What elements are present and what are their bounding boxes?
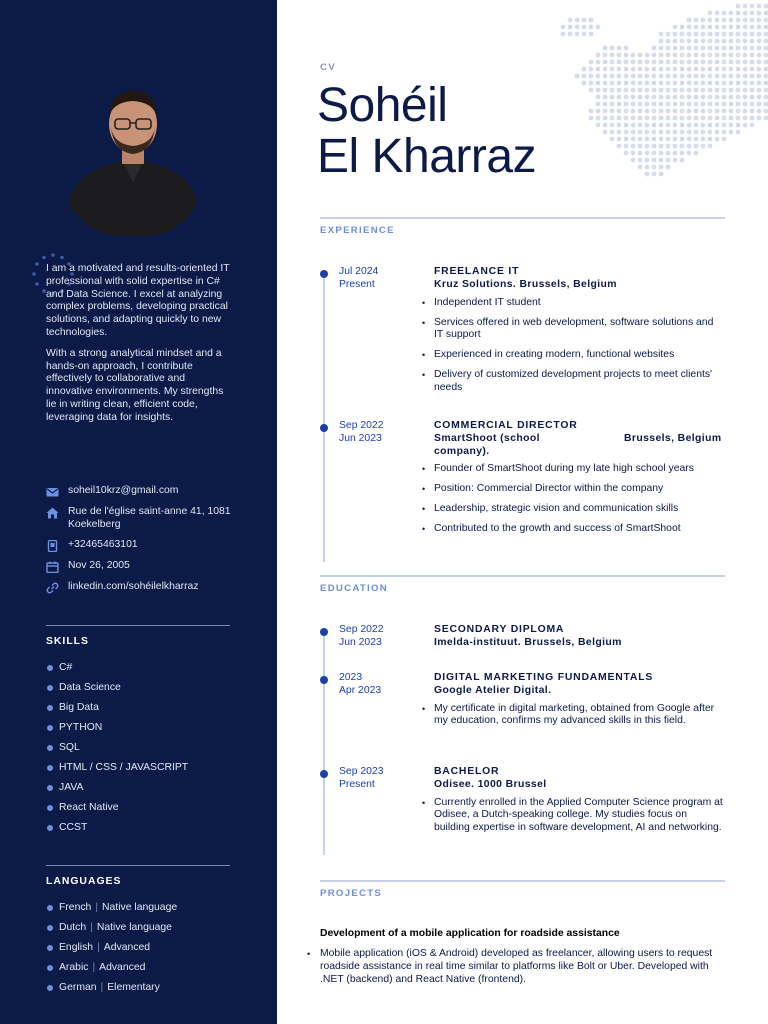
entry-content [434, 672, 724, 735]
divider [46, 625, 230, 626]
divider [320, 880, 725, 882]
project-title: Development of a mobile application for roadside assistance [320, 928, 620, 939]
contact-phone[interactable] [46, 539, 246, 552]
timeline-dot [320, 770, 328, 778]
language-name: Arabic [59, 962, 89, 973]
entry-content [434, 420, 724, 543]
skill-item: React Native [46, 801, 230, 821]
experience-heading: EXPERIENCE [320, 225, 395, 236]
profile-photo [62, 86, 204, 236]
language-level: Advanced [103, 942, 151, 953]
entry-subtitle [434, 433, 724, 459]
start-date: Sep 2022 [339, 624, 384, 635]
entry-subtitle-location: Brussels, Belgium [624, 432, 722, 444]
language-item [46, 921, 230, 941]
bullet-item: • Delivery of customized development projects to meet clients' needs [434, 369, 724, 395]
skill-item: HTML / CSS / JAVASCRIPT [46, 761, 230, 781]
entry-subtitle: Imelda-instituut. Brussels, Belgium [434, 636, 622, 648]
candidate-name [317, 80, 536, 182]
project-description: • Mobile application (iOS & Android) developed as freelancer, allowing users to request roadside assistance in real time similar to platforms like Bolt or Uber. Developed with .NET (backend) and React Native (frontend). [320, 948, 715, 986]
bullet-item: • Independent IT student [434, 297, 724, 310]
start-date: Sep 2022 [339, 420, 384, 431]
calendar-icon [46, 561, 59, 573]
world-map-decoration-icon [553, 0, 768, 185]
contact-phone-text: +32465463101 [68, 539, 138, 551]
language-name: German [59, 982, 97, 993]
contact-address [46, 506, 246, 532]
home-icon [46, 507, 59, 519]
bullet-item: • Position: Commercial Director within the company [434, 483, 724, 496]
skills-section [46, 625, 230, 841]
skill-item: SQL [46, 741, 230, 761]
timeline-dot [320, 270, 328, 278]
separator: | [92, 962, 96, 973]
projects-section-header [320, 880, 725, 899]
contact-address-text: Rue de l'église saint-anne 41, 1081 Koekelberg [68, 505, 231, 530]
entry-subtitle-company: SmartShoot (school company). [434, 432, 540, 457]
bullet-item: • Services offered in web development, software solutions and IT support [434, 317, 724, 343]
contact-email-text: soheil10krz@gmail.com [68, 485, 179, 496]
experience-timeline [323, 272, 325, 562]
entry-content [434, 624, 724, 650]
end-date: Present [339, 778, 375, 790]
entry-title: COMMERCIAL DIRECTOR [434, 420, 578, 431]
divider [320, 217, 725, 219]
entry-title: FREELANCE IT [434, 266, 520, 277]
languages-section [46, 865, 230, 1001]
skill-item: C# [46, 661, 230, 681]
last-name: El Kharraz [317, 130, 537, 183]
contact-list [46, 485, 246, 602]
entry-dates [339, 766, 429, 792]
entry-title: SECONDARY DIPLOMA [434, 624, 565, 635]
cv-label: CV [320, 62, 337, 73]
skills-list [46, 661, 230, 841]
separator: | [97, 942, 100, 953]
skill-item: JAVA [46, 781, 230, 801]
languages-heading: LANGUAGES [46, 876, 122, 887]
language-item [46, 981, 230, 1001]
language-level: Native language [102, 902, 178, 913]
end-date: Jun 2023 [339, 432, 382, 444]
language-item [46, 961, 230, 981]
entry-content [434, 766, 724, 842]
summary-paragraph: With a strong analytical mindset and a hands-on approach, I contribute effectively to collaborative and innovative environments. My strengths lie in writing clean, efficient code, leveraging data for insights. [46, 347, 224, 423]
contact-birthdate-text: Nov 26, 2005 [68, 560, 130, 572]
envelope-icon [46, 486, 59, 498]
entry-dates [339, 266, 429, 292]
sidebar [0, 0, 277, 1024]
contact-birthdate [46, 560, 246, 573]
education-timeline [323, 630, 325, 855]
projects-heading: PROJECTS [320, 888, 383, 899]
separator: | [95, 902, 99, 913]
entry-subtitle: Odisee. 1000 Brussel [434, 778, 547, 790]
entry-content [434, 266, 724, 402]
contact-linkedin[interactable] [46, 581, 246, 594]
phone-icon [46, 540, 59, 552]
divider [46, 865, 230, 866]
language-level: Advanced [99, 962, 146, 973]
education-heading: EDUCATION [320, 583, 389, 594]
entry-subtitle: Kruz Solutions. Brussels, Belgium [434, 278, 617, 290]
skill-item: CCST [46, 821, 230, 841]
end-date: Present [339, 278, 375, 290]
end-date: Jun 2023 [339, 636, 382, 648]
timeline-dot [320, 676, 328, 684]
bullet-item: • Experienced in creating modern, functional websites [434, 349, 724, 362]
language-item [46, 901, 230, 921]
timeline-dot [320, 424, 328, 432]
entry-bullets [434, 703, 724, 729]
main-content [277, 0, 768, 1024]
bullet-item: • Leadership, strategic vision and communication skills [434, 503, 724, 516]
skills-heading: SKILLS [46, 636, 89, 647]
bullet-item: • Contributed to the growth and success of SmartShoot [434, 523, 724, 536]
entry-title: BACHELOR [434, 766, 500, 777]
bullet-item: • Currently enrolled in the Applied Computer Science program at Odisee, a Dutch-speaking college. My studies focus on building expertise in software development, AI and networking. [434, 797, 724, 835]
skill-item: Data Science [46, 681, 230, 701]
bullet-item: • Founder of SmartShoot during my late high school years [434, 463, 724, 476]
entry-bullets [434, 297, 724, 395]
start-date: Sep 2023 [339, 766, 384, 777]
language-name: Dutch [59, 922, 87, 933]
entry-dates [339, 624, 429, 650]
divider [320, 575, 725, 577]
start-date: 2023 [339, 672, 363, 683]
language-name: French [59, 902, 92, 913]
skill-item: Big Data [46, 701, 230, 721]
contact-linkedin-text: linkedin.com/sohéilelkharraz [68, 580, 199, 592]
language-name: English [59, 942, 94, 953]
skill-item: PYTHON [46, 721, 230, 741]
contact-email[interactable] [46, 485, 246, 498]
experience-section-header [320, 217, 725, 236]
language-level: Native language [96, 922, 172, 933]
link-icon [46, 582, 59, 594]
entry-title: DIGITAL MARKETING FUNDAMENTALS [434, 672, 654, 683]
language-level: Elementary [107, 982, 160, 993]
end-date: Apr 2023 [339, 684, 382, 696]
bullet-item: • My certificate in digital marketing, obtained from Google after my education, confirms my advanced skills in this field. [434, 703, 724, 729]
separator: | [100, 982, 104, 993]
profile-summary [46, 263, 234, 433]
start-date: Jul 2024 [339, 266, 379, 277]
entry-dates [339, 420, 429, 446]
entry-subtitle: Google Atelier Digital. [434, 684, 552, 696]
entry-dates [339, 672, 429, 698]
entry-bullets [434, 463, 724, 536]
language-item [46, 941, 230, 961]
education-section-header [320, 575, 725, 594]
entry-bullets [434, 797, 724, 835]
languages-list [46, 901, 230, 1001]
timeline-dot [320, 628, 328, 636]
first-name: Sohéil [317, 79, 448, 132]
separator: | [90, 922, 93, 933]
summary-paragraph: I am a motivated and results-oriented IT professional with solid expertise in C# and Data Science. I excel at analyzing complex problems, developing practical solutions, and adapting quickly to new technologies. [46, 263, 230, 338]
